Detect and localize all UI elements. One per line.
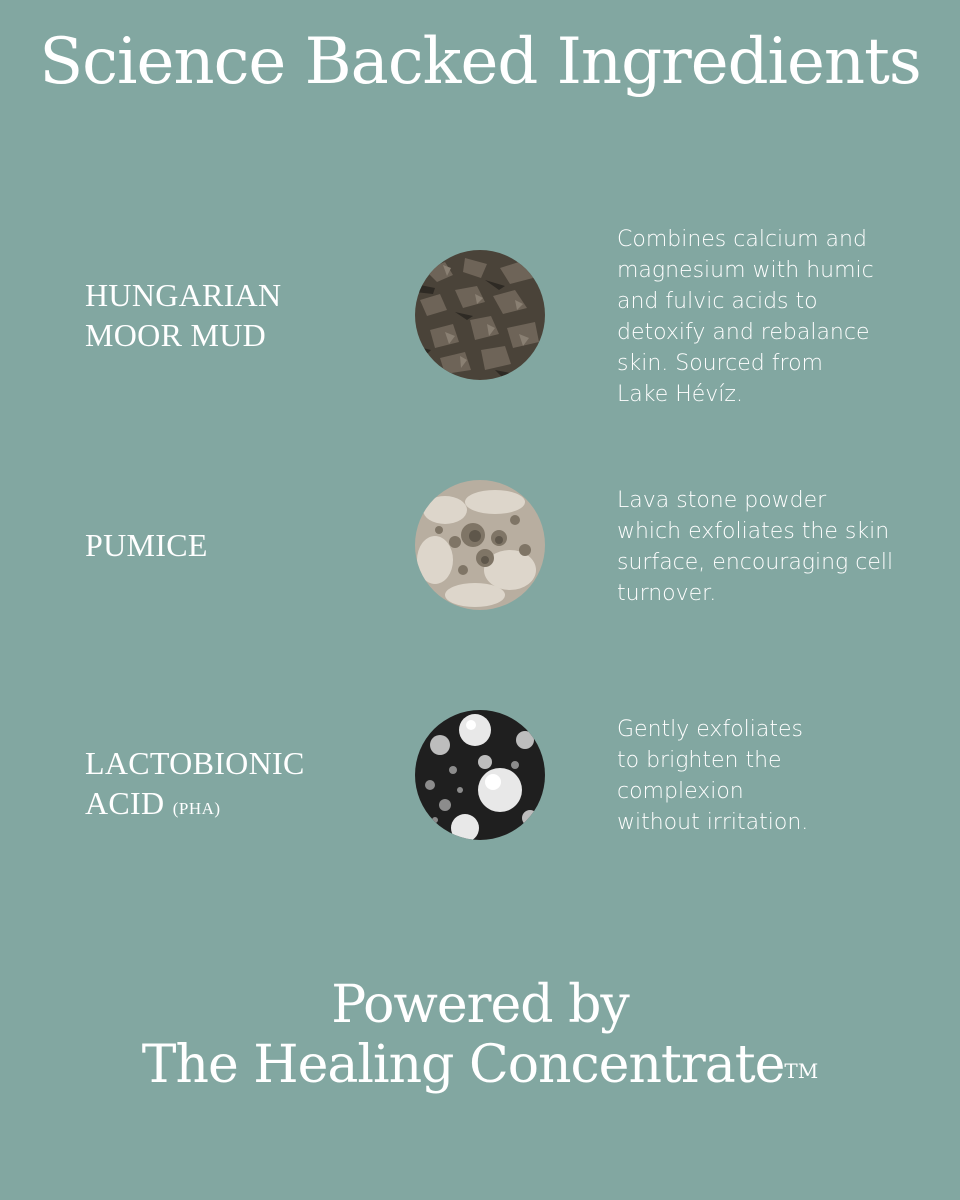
ingredient-name-suffix: (PHA) (172, 799, 221, 818)
footer-line2 (0, 1035, 960, 1095)
footer-line1: Powered by (331, 975, 629, 1035)
page-title: Science Backed Ingredients (39, 25, 921, 99)
ingredient-name (85, 525, 208, 565)
ingredient-name-line1: LACTOBIONIC (85, 745, 305, 781)
ingredient-name-line1: PUMICE (85, 527, 208, 563)
footer-tagline (0, 975, 960, 1095)
ingredient-description: Gently exfoliates to brighten the complexion without irritation. (617, 717, 809, 835)
ingredient-name (85, 275, 281, 355)
ingredient-name-line1: HUNGARIAN (85, 277, 282, 313)
pumice-texture-image (415, 480, 545, 610)
ingredient-name-line2: MOOR MUD (85, 317, 267, 353)
ingredient-description: Lava stone powder which exfoliates the skin surface, encouraging cell turnover. (617, 488, 894, 606)
moor-mud-texture-image (415, 250, 545, 380)
brand-name: The Healing Concentrate (141, 1035, 785, 1095)
ingredient-name-acid: ACID (85, 785, 165, 821)
ingredient-name (85, 743, 305, 829)
lactobionic-acid-texture-image (415, 710, 545, 840)
ingredient-description: Combines calcium and magnesium with humic and fulvic acids to detoxify and rebalance skin. Sourced from Lake Hévíz. (617, 227, 874, 407)
trademark-symbol: TM (784, 1059, 819, 1083)
ingredient-name-line2 (85, 783, 305, 829)
